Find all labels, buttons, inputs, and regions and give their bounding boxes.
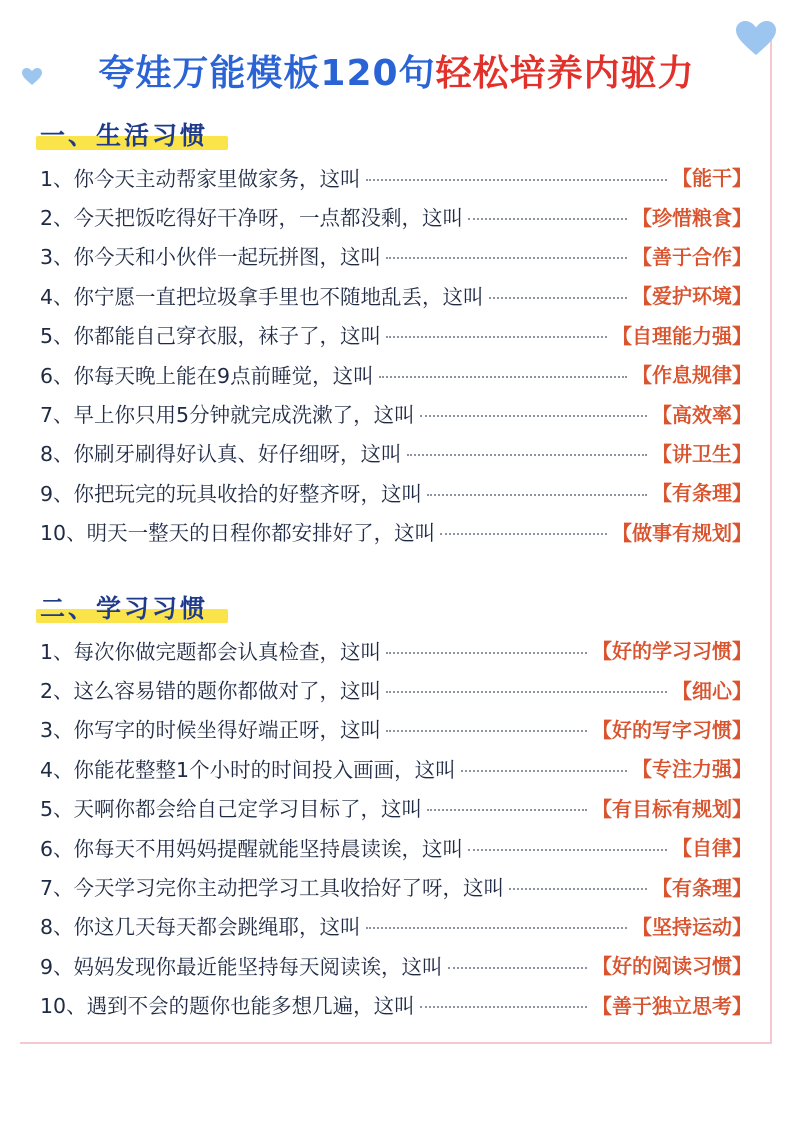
dotted-leader <box>427 494 647 496</box>
dotted-leader <box>407 454 647 456</box>
item-sentence: 你刷牙刷得好认真、好仔细呀，这叫 <box>73 442 402 467</box>
item-sentence: 你每天晚上能在9点前睡觉，这叫 <box>73 363 374 388</box>
item-number: 1、 <box>40 166 74 191</box>
praise-label: 【自理能力强】 <box>612 323 752 348</box>
praise-label: 【能干】 <box>672 166 752 191</box>
item-number: 9、 <box>40 481 74 506</box>
dotted-leader <box>420 415 647 417</box>
item-sentence: 你这几天每天都会跳绳耶，这叫 <box>73 915 361 940</box>
item-sentence: 妈妈发现你最近能坚持每天阅读诶，这叫 <box>73 954 443 979</box>
item-sentence: 你写字的时候坐得好端正呀，这叫 <box>73 718 382 743</box>
praise-label: 【善于独立思考】 <box>592 993 752 1018</box>
item-sentence: 今天学习完你主动把学习工具收拾好了呀，这叫 <box>73 876 505 901</box>
list-item <box>40 393 752 432</box>
item-number: 7、 <box>40 876 74 901</box>
item-number: 5、 <box>40 324 74 349</box>
list-item <box>40 472 752 511</box>
item-sentence: 遇到不会的题你也能多想几遍，这叫 <box>86 994 415 1019</box>
item-number: 7、 <box>40 403 74 428</box>
section-heading-study <box>40 589 208 625</box>
list-item <box>40 827 752 866</box>
praise-label: 【珍惜粮食】 <box>632 205 752 230</box>
item-number: 10、 <box>40 994 87 1019</box>
item-sentence: 你今天和小伙伴一起玩拼图，这叫 <box>73 245 382 270</box>
praise-label: 【好的学习习惯】 <box>592 639 752 664</box>
list-item <box>40 512 752 551</box>
item-sentence: 你今天主动帮家里做家务，这叫 <box>73 166 361 191</box>
list-item <box>40 315 752 354</box>
item-number: 8、 <box>40 442 74 467</box>
praise-label: 【高效率】 <box>652 402 752 427</box>
list-item <box>40 157 752 196</box>
dotted-leader <box>420 1006 587 1008</box>
praise-label: 【好的阅读习惯】 <box>592 954 752 979</box>
item-sentence: 明天一整天的日程你都安排好了，这叫 <box>86 521 436 546</box>
item-number: 1、 <box>40 639 74 664</box>
praise-label: 【好的写字习惯】 <box>592 717 752 742</box>
section-heading-text: 二、学习习惯 <box>40 594 209 623</box>
dotted-leader <box>448 967 587 969</box>
item-number: 6、 <box>40 836 74 861</box>
praise-label: 【作息规律】 <box>632 363 752 388</box>
item-sentence: 你每天不用妈妈提醒就能坚持晨读诶，这叫 <box>73 836 464 861</box>
section-heading-text: 一、生活习惯 <box>40 121 209 150</box>
item-number: 2、 <box>40 679 74 704</box>
item-sentence: 早上你只用5分钟就完成洗漱了，这叫 <box>73 403 415 428</box>
dotted-leader <box>489 297 627 299</box>
list-item <box>40 433 752 472</box>
item-number: 8、 <box>40 915 74 940</box>
item-number: 10、 <box>40 521 87 546</box>
dotted-leader <box>468 849 667 851</box>
list-item <box>40 275 752 314</box>
dotted-leader <box>386 730 587 732</box>
dotted-leader <box>468 218 627 220</box>
list-item <box>40 354 752 393</box>
list-item <box>40 669 752 708</box>
dotted-leader <box>386 652 587 654</box>
item-number: 3、 <box>40 245 74 270</box>
dotted-leader <box>440 533 607 535</box>
dotted-leader <box>386 691 667 693</box>
title-part-blue: 夸娃万能模板120句 <box>98 53 436 94</box>
item-sentence: 你都能自己穿衣服，袜子了，这叫 <box>73 324 382 349</box>
praise-label: 【有条理】 <box>652 875 752 900</box>
item-sentence: 天啊你都会给自己定学习目标了，这叫 <box>73 797 423 822</box>
list-item <box>40 748 752 787</box>
praise-label: 【善于合作】 <box>632 244 752 269</box>
dotted-leader <box>386 336 607 338</box>
list-item <box>40 866 752 905</box>
item-sentence: 你能花整整1个小时的时间投入画画，这叫 <box>73 757 456 782</box>
praise-label: 【坚持运动】 <box>632 914 752 939</box>
dotted-leader <box>461 770 627 772</box>
item-number: 4、 <box>40 757 74 782</box>
list-life-habits <box>40 157 752 551</box>
list-item <box>40 236 752 275</box>
item-number: 5、 <box>40 797 74 822</box>
praise-label: 【细心】 <box>672 678 752 703</box>
dotted-leader <box>427 809 587 811</box>
item-sentence: 你宁愿一直把垃圾拿手里也不随地乱丢，这叫 <box>73 284 484 309</box>
praise-label: 【做事有规划】 <box>612 520 752 545</box>
list-item <box>40 906 752 945</box>
item-number: 3、 <box>40 718 74 743</box>
list-item <box>40 709 752 748</box>
praise-label: 【自律】 <box>672 836 752 861</box>
title-part-red: 轻松培养内驱力 <box>435 53 695 94</box>
item-sentence: 今天把饭吃得好干净呀，一点都没剩，这叫 <box>73 206 464 231</box>
praise-label: 【有条理】 <box>652 481 752 506</box>
item-sentence: 你把玩完的玩具收拾的好整齐呀，这叫 <box>73 481 423 506</box>
list-item <box>40 945 752 984</box>
praise-label: 【爱护环境】 <box>632 284 752 309</box>
dotted-leader <box>386 257 627 259</box>
dotted-leader <box>366 927 627 929</box>
item-number: 6、 <box>40 363 74 388</box>
list-item <box>40 196 752 235</box>
item-number: 4、 <box>40 284 74 309</box>
item-number: 2、 <box>40 206 74 231</box>
praise-label: 【讲卫生】 <box>652 441 752 466</box>
praise-label: 【专注力强】 <box>632 757 752 782</box>
praise-label: 【有目标有规划】 <box>592 796 752 821</box>
section-heading-life <box>40 116 208 152</box>
page-title <box>0 46 793 102</box>
item-number: 9、 <box>40 954 74 979</box>
list-item <box>40 788 752 827</box>
list-item <box>40 630 752 669</box>
item-sentence: 这么容易错的题你都做对了，这叫 <box>73 679 382 704</box>
dotted-leader <box>366 179 667 181</box>
list-item <box>40 985 752 1024</box>
list-study-habits <box>40 630 752 1024</box>
dotted-leader <box>509 888 647 890</box>
item-sentence: 每次你做完题都会认真检查，这叫 <box>73 639 382 664</box>
dotted-leader <box>379 376 627 378</box>
